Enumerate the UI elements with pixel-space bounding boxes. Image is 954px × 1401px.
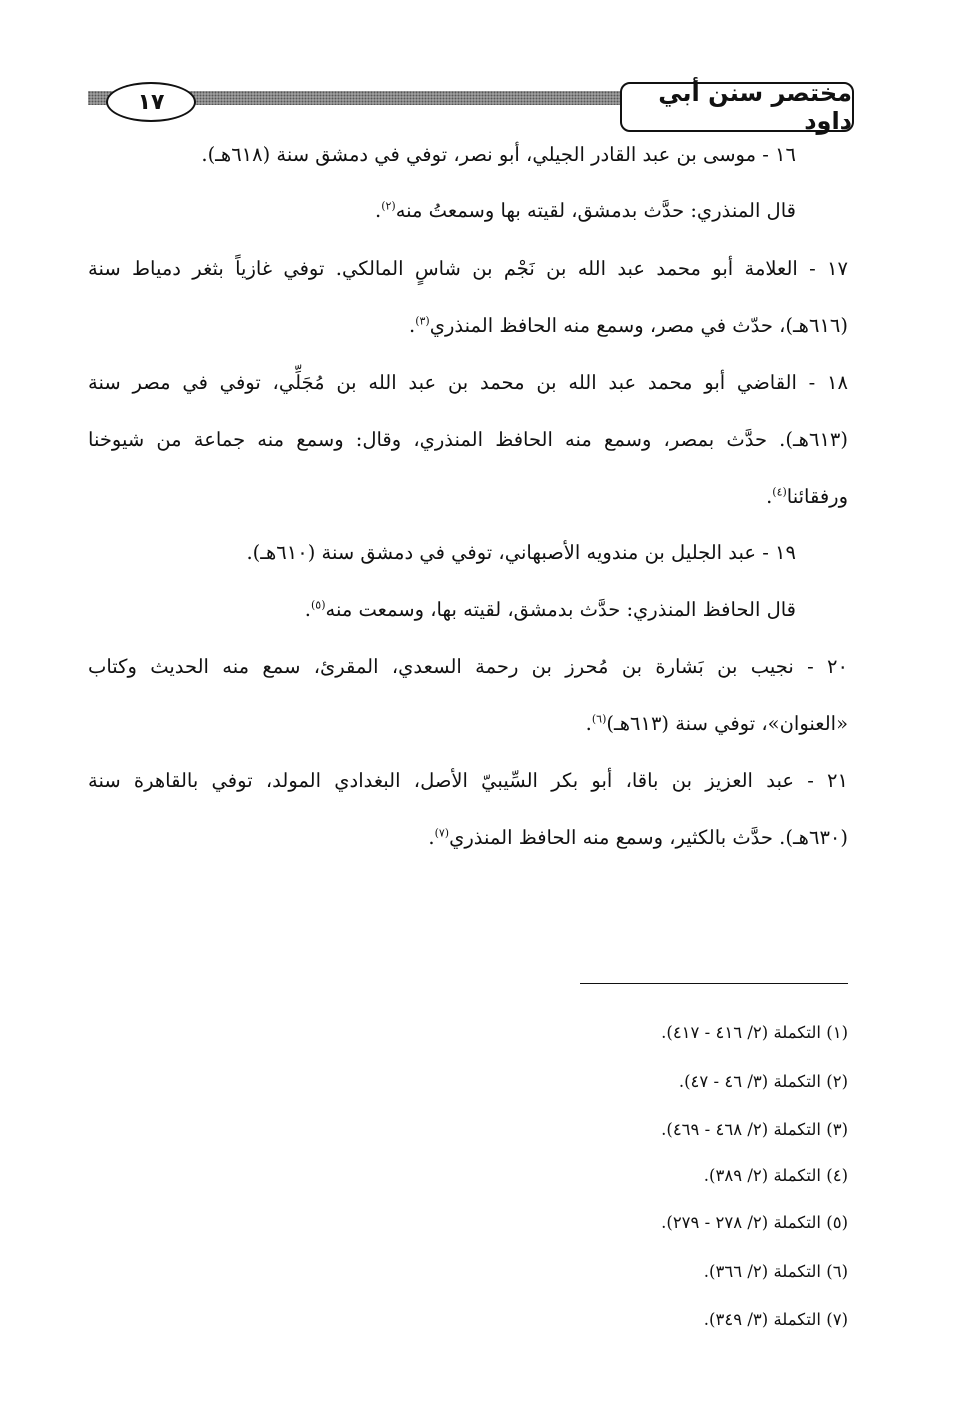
footnote-4: (٤) التكملة (٢/ ٣٨٩). xyxy=(703,1166,848,1185)
entry-18-line3: ورفقائنا$^{(٤)}$. xyxy=(766,485,848,508)
entry-18-line1: ١٨ - القاضي أبو محمد عبد الله بن محمد بن عبد الله بن مُجَلِّي، توفي في مصر سنة xyxy=(88,371,848,394)
entry-21-line1: ٢١ - عبد العزيز بن باقا، أبو بكر السِّيبيّ الأصل، البغدادي المولد، توفي بالقاهرة سنة xyxy=(88,769,848,792)
footnote-ref: (٤) xyxy=(772,485,787,499)
footnote-ref: (٥) xyxy=(310,598,326,612)
entry-19: ١٩ - عبد الجليل بن مندويه الأصبهاني، توفي في دمشق سنة (٦١٠هـ). xyxy=(246,541,796,564)
footnote-ref: (٢) xyxy=(381,199,396,213)
entry-17-line1: ١٧ - العلامة أبو محمد عبد الله بن نَجْم بن شاسٍ المالكي. توفي غازياً بثغر دمياط سنة xyxy=(88,257,848,280)
footnote-ref: (٧) xyxy=(434,826,450,840)
page-number: ١٧ xyxy=(106,82,196,122)
page-header xyxy=(88,79,854,135)
entry-21-line2: (٦٣٠هـ). حدَّث بالكثير، وسمع منه الحافظ المنذري$^{(٧)}$. xyxy=(428,826,848,849)
footnote-ref: (٦) xyxy=(591,712,607,726)
entry-18-line2: (٦١٣هـ). حدَّث بمصر، وسمع منه الحافظ المنذري، وقال: وسمع منه جماعة من شيوخنا xyxy=(88,428,848,451)
footnote-ref: (٣) xyxy=(415,314,430,328)
quote-19: قال الحافظ المنذري: حدَّث بدمشق، لقيته بها، وسمعت منه$^{(٥)}$. xyxy=(304,598,796,621)
entry-17-line2: (٦١٦هـ)، حدّث في مصر، وسمع منه الحافظ المنذري$^{(٣)}$. xyxy=(408,314,848,337)
footnote-7: (٧) التكملة (٣/ ٣٤٩). xyxy=(703,1310,848,1329)
footnote-1: (١) التكملة (٢/ ٤١٦ - ٤١٧). xyxy=(661,1023,848,1042)
footnote-3: (٣) التكملة (٢/ ٤٦٨ - ٤٦٩). xyxy=(661,1120,848,1139)
quote-16: قال المنذري: حدَّث بدمشق، لقيته بها وسمعتُ منه$^{(٢)}$. xyxy=(374,199,796,222)
book-title: مختصر سنن أبي داود xyxy=(620,82,854,132)
entry-16: ١٦ - موسى بن عبد القادر الجيلي، أبو نصر، توفي في دمشق سنة (٦١٨هـ). xyxy=(201,143,796,166)
entry-20-line2: «العنوان»، توفي سنة (٦١٣هـ)$^{(٦)}$. xyxy=(585,712,848,735)
footnote-6: (٦) التكملة (٢/ ٣٦٦). xyxy=(703,1262,848,1281)
footnote-5: (٥) التكملة (٢/ ٢٧٨ - ٢٧٩). xyxy=(661,1213,848,1232)
entry-20-line1: ٢٠ - نجيب بن بَشارة بن مُحرز بن رحمة السعدي، المقرئ، سمع منه الحديث وكتاب xyxy=(88,655,848,678)
footnote-2: (٢) التكملة (٣/ ٤٦ - ٤٧). xyxy=(678,1072,848,1091)
footnote-separator xyxy=(580,983,848,984)
